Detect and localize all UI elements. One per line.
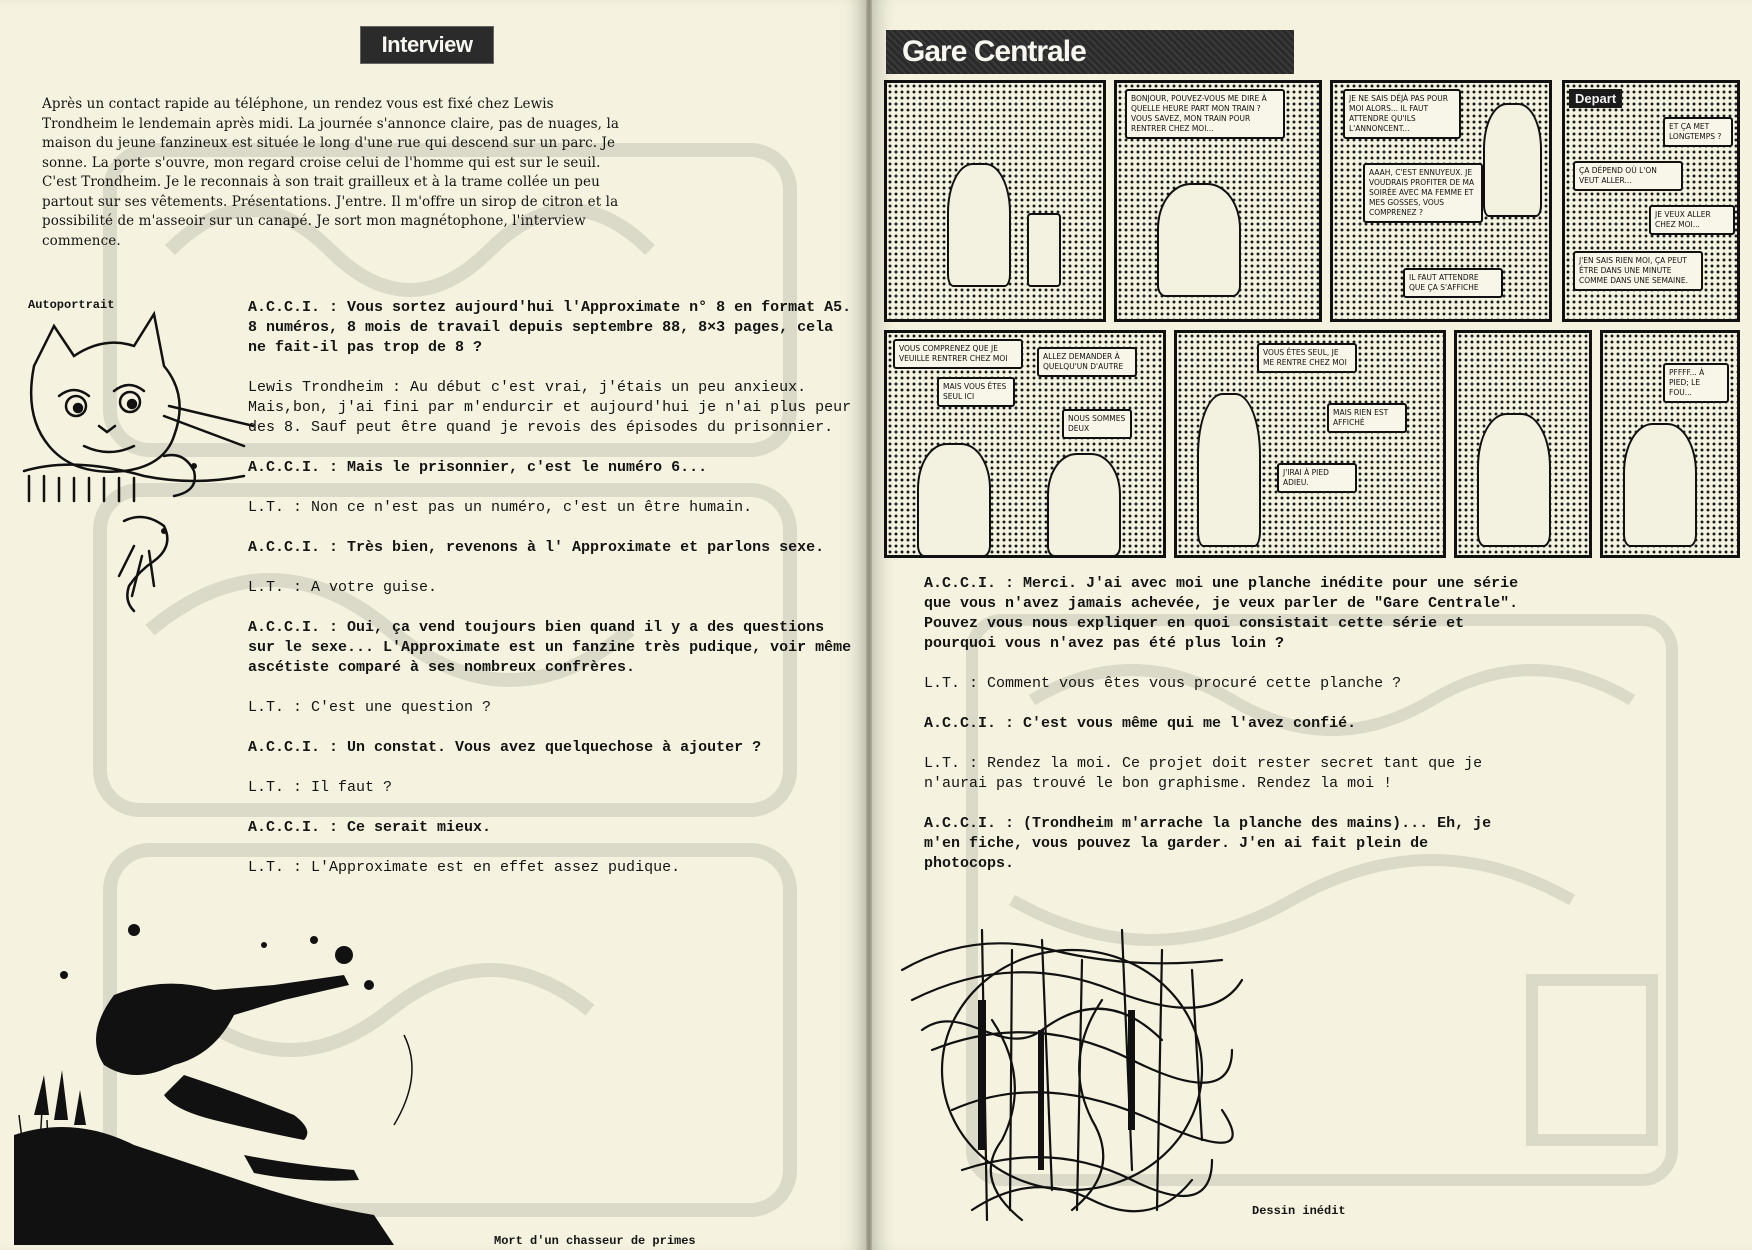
qa-answer-1: Lewis Trondheim : Au début c'est vrai, j'étais un peu anxieux. Mais,bon, j'ai fini par m'endurcir et aujourd'hui je n'ai plus peur des 8. Sauf peut être quand je revois des épisodes du prisonnier. xyxy=(248,379,852,436)
section-tag-gare-centrale: Gare Centrale xyxy=(886,30,1294,74)
speech-bubble: VOUS ÊTES SEUL, JE ME RENTRE CHEZ MOI xyxy=(1257,343,1357,373)
comic-figure xyxy=(1157,183,1241,297)
left-page xyxy=(0,0,866,1250)
speech-bubble: ET ÇA MET LONGTEMPS ? xyxy=(1663,117,1733,147)
comic-panel-6 xyxy=(1174,330,1446,558)
qa-answer-2: L.T. : Non ce n'est pas un numéro, c'est un être humain. xyxy=(248,499,753,516)
speech-bubble: PFFFF... À PIED; LE FOU... xyxy=(1663,363,1729,403)
qa-answer-8: L.T. : Rendez la moi. Ce projet doit rester secret tant que je n'aurai pas trouvé le bon graphisme. Rendez la moi ! xyxy=(924,755,1483,792)
comic-strip xyxy=(872,0,1752,580)
speech-bubble: AAAH, C'EST ENNUYEUX. JE VOUDRAIS PROFITER DE MA SOIRÉE AVEC MA FEMME ET MES GOSSES, VOUS COMPRENEZ ? xyxy=(1363,163,1483,223)
qa-question-8: A.C.C.I. : C'est vous même qui me l'avez confié. xyxy=(924,715,1357,732)
comic-figure xyxy=(1047,453,1121,557)
comic-figure xyxy=(1623,423,1697,547)
speech-bubble: MAIS RIEN EST AFFICHÉ xyxy=(1327,403,1407,433)
autoportrait-illustration xyxy=(14,306,254,616)
caption-bounty-hunter: Mort d'un chasseur de primes xyxy=(494,1234,696,1248)
speech-bubble: IL FAUT ATTENDRE QUE ÇA S'AFFICHE xyxy=(1403,268,1503,298)
speech-bubble: MAIS VOUS ÊTES SEUL ICI xyxy=(937,377,1015,407)
comic-panel-8 xyxy=(1600,330,1740,558)
qa-answer-6: L.T. : L'Approximate est en effet assez pudique. xyxy=(248,859,681,876)
speech-bubble: BONJOUR, POUVEZ-VOUS ME DIRE À QUELLE HEURE PART MON TRAIN ? VOUS SAVEZ, MON TRAIN POUR RENTRER CHEZ MOI... xyxy=(1125,89,1285,139)
comic-figure xyxy=(947,163,1011,287)
speech-bubble: J'IRAI À PIED ADIEU. xyxy=(1277,463,1357,493)
comic-panel-4 xyxy=(1562,80,1740,322)
interview-qa-right xyxy=(924,574,1524,894)
qa-question-1: A.C.C.I. : Vous sortez aujourd'hui l'Approximate n° 8 en format A5. 8 numéros, 8 mois de travail depuis septembre 88, 8×3 pages, cela ne fait-il pas trop de 8 ? xyxy=(248,299,852,356)
speech-bubble: ALLEZ DEMANDER À QUELQU'UN D'AUTRE xyxy=(1037,347,1137,377)
intro-paragraph: Après un contact rapide au téléphone, un rendez vous est fixé chez Lewis Trondheim le lendemain après midi. La journée s'annonce claire, pas de nuages, la maison du jeune fanzineux est située le long d'une rue qui descend sur un parc. Je sonne. La porte s'ouvre, mon regard croise celui de l'homme qui est sur le seuil. C'est Trondheim. Je le reconnais à son trait grailleux et à la trame collée un peu partout sur ses vêtements. Présentations. J'entre. Il m'offre un sirop de citron et la possibilité de m'asseoir sur un canapé. Je sort mon magnétophone, l'interview commence. xyxy=(42,96,620,249)
speech-bubble: VOUS COMPRENEZ QUE JE VEUILLE RENTRER CHEZ MOI xyxy=(893,339,1023,369)
qa-question-4: A.C.C.I. : Oui, ça vend toujours bien quand il y a des questions sur le sexe... L'Approximate est un fanzine très pudique, voir même ascétiste comparé à ses nombreux confrères. xyxy=(248,619,852,676)
qa-question-3: A.C.C.I. : Très bien, revenons à l' Approximate et parlons sexe. xyxy=(248,539,825,556)
depart-sign: Depart xyxy=(1569,89,1622,108)
qa-question-2: A.C.C.I. : Mais le prisonnier, c'est le numéro 6... xyxy=(248,459,708,476)
speech-bubble: ÇA DÉPEND OÙ L'ON VEUT ALLER... xyxy=(1573,161,1683,191)
comic-figure xyxy=(1027,213,1061,287)
speech-bubble: JE VEUX ALLER CHEZ MOI... xyxy=(1649,205,1735,235)
bounty-hunter-illustration xyxy=(14,915,454,1245)
section-tag-interview: Interview xyxy=(360,26,494,64)
right-page xyxy=(872,0,1752,1250)
speech-bubble: J'EN SAIS RIEN MOI, ÇA PEUT ÊTRE DANS UNE MINUTE COMME DANS UNE SEMAINE. xyxy=(1573,251,1703,291)
caption-dessin-inedit: Dessin inédit xyxy=(1252,1204,1346,1218)
comic-panel-3 xyxy=(1330,80,1552,322)
comic-panel-1 xyxy=(884,80,1106,322)
qa-answer-4: L.T. : C'est une question ? xyxy=(248,699,492,716)
qa-answer-7: L.T. : Comment vous êtes vous procuré cette planche ? xyxy=(924,675,1402,692)
qa-answer-5: L.T. : Il faut ? xyxy=(248,779,393,796)
comic-figure xyxy=(1197,393,1261,547)
comic-figure xyxy=(917,443,991,557)
scribble-illustration xyxy=(892,910,1252,1230)
comic-panel-2 xyxy=(1114,80,1322,322)
interview-qa-left xyxy=(248,298,860,898)
qa-question-9: A.C.C.I. : (Trondheim m'arrache la planche des mains)... Eh, je m'en fiche, vous pouvez la garder. J'en ai fait plein de photocops. xyxy=(924,815,1492,872)
comic-figure xyxy=(1477,413,1551,547)
comic-panel-5 xyxy=(884,330,1166,558)
speech-bubble: JE NE SAIS DÉJÀ PAS POUR MOI ALORS... IL FAUT ATTENDRE QU'ILS L'ANNONCENT... xyxy=(1343,89,1461,139)
caption-autoportrait: Autoportrait xyxy=(28,298,115,312)
speech-bubble: NOUS SOMMES DEUX xyxy=(1062,409,1132,439)
comic-panel-7 xyxy=(1454,330,1592,558)
comic-figure xyxy=(1483,103,1542,217)
qa-question-7: A.C.C.I. : Merci. J'ai avec moi une planche inédite pour une série que vous n'avez jamais achevée, je veux parler de "Gare Centrale". Pouvez vous nous expliquer en quoi consistait cette série et pourquoi vous n'avez pas été plus loin ? xyxy=(924,575,1519,652)
qa-question-6: A.C.C.I. : Ce serait mieux. xyxy=(248,819,492,836)
qa-answer-3: L.T. : A votre guise. xyxy=(248,579,438,596)
qa-question-5: A.C.C.I. : Un constat. Vous avez quelquechose à ajouter ? xyxy=(248,739,762,756)
